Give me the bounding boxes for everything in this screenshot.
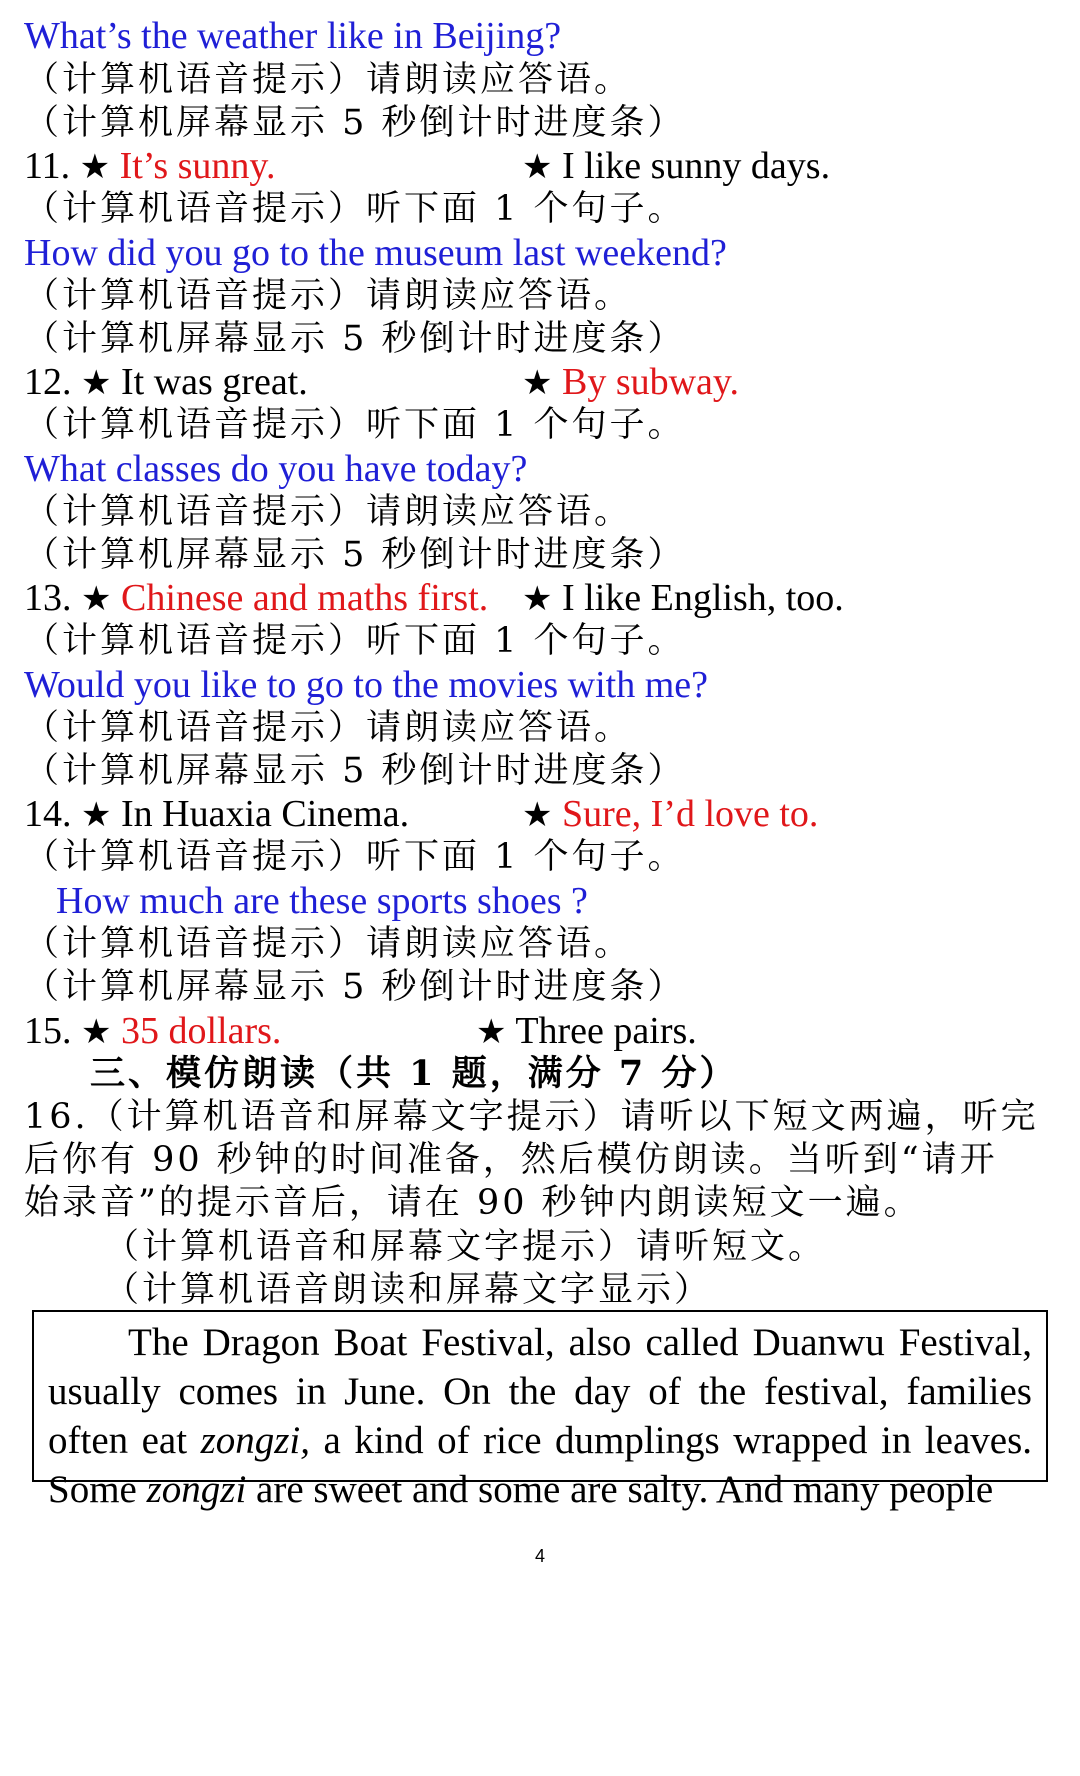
option-a-text: In Huaxia Cinema.: [120, 793, 410, 835]
question-15: How much are these sports shoes ?: [56, 880, 588, 922]
option-b-text: I like English, too.: [561, 577, 844, 619]
option-b-correct: Sure, I’d love to.: [561, 793, 819, 835]
passage-text-2: a kind of rice dumplings wrapped in leaves. Some: [48, 1419, 1033, 1511]
option-a-text: It was great.: [120, 361, 308, 403]
prompt-countdown-13: （计算机屏幕显示 5 秒倒计时进度条）: [24, 535, 686, 575]
q16-prompt-listen: （计算机语音和屏幕文字提示）请听短文。: [104, 1227, 827, 1267]
question-14: Would you like to go to the movies with me?: [24, 664, 709, 706]
options-row-15: [24, 1007, 281, 1056]
options-row-12: [24, 358, 308, 407]
star-icon: ★: [522, 795, 553, 835]
options-row-13: [24, 574, 488, 623]
passage-italic-2: zongzi: [146, 1468, 247, 1511]
option-a-correct: 35 dollars.: [120, 1010, 282, 1052]
passage-text-3: are sweet and some are salty. And many people: [246, 1468, 994, 1511]
option-a-correct: It’s sunny.: [119, 145, 276, 187]
star-icon: ★: [522, 363, 553, 403]
prompt-read-12: （计算机语音提示）请朗读应答语。: [24, 276, 633, 316]
option-b-15: [476, 1007, 697, 1056]
star-icon: ★: [81, 579, 112, 619]
prompt-read-11: （计算机语音提示）请朗读应答语。: [24, 60, 633, 100]
star-icon: ★: [476, 1012, 507, 1052]
prompt-listen-11: （计算机语音提示）听下面 1 个句子。: [24, 189, 686, 229]
prompt-read-15: （计算机语音提示）请朗读应答语。: [24, 924, 633, 964]
option-b-text: Three pairs.: [515, 1010, 697, 1052]
star-icon: ★: [79, 147, 111, 187]
question-number: 14.: [24, 793, 72, 835]
reading-passage: [48, 1318, 1032, 1514]
option-b-11: [522, 142, 830, 191]
star-icon: ★: [81, 795, 112, 835]
prompt-read-14: （计算机语音提示）请朗读应答语。: [24, 708, 633, 748]
option-b-14: [522, 790, 818, 839]
option-b-correct: By subway.: [561, 361, 739, 403]
option-b-13: [522, 574, 844, 623]
prompt-listen-14: （计算机语音提示）听下面 1 个句子。: [24, 837, 686, 877]
option-b-text: I like sunny days.: [561, 145, 831, 187]
question-13: What classes do you have today?: [24, 448, 528, 490]
section-title: 三、模仿朗读（共 1 题，满分 7 分）: [90, 1053, 738, 1094]
star-icon: ★: [81, 1012, 112, 1052]
star-icon: ★: [81, 363, 112, 403]
prompt-countdown-12: （计算机屏幕显示 5 秒倒计时进度条）: [24, 319, 686, 359]
q16-prompt-display: （计算机语音朗读和屏幕文字显示）: [104, 1270, 713, 1310]
option-a-correct: Chinese and maths first.: [120, 577, 489, 619]
question-number: 13.: [24, 577, 72, 619]
question-number: 12.: [24, 361, 72, 403]
reading-passage-box: [32, 1310, 1048, 1511]
question-11: What’s the weather like in Beijing?: [24, 15, 562, 57]
q16-instructions-line2: 后你有 90 秒钟的时间准备，然后模仿朗读。当听到“请开: [24, 1140, 998, 1180]
question-number: 15.: [24, 1010, 72, 1052]
passage-text-1: The Dragon Boat Festival, also called Duanwu Festival, usually comes in June. On the day of the festival, families often eat: [48, 1321, 1032, 1462]
q16-instructions-line3: 始录音”的提示音后，请在 90 秒钟内朗读短文一遍。: [24, 1183, 922, 1223]
question-12: How did you go to the museum last weekend?: [24, 232, 727, 274]
prompt-listen-12: （计算机语音提示）听下面 1 个句子。: [24, 405, 686, 445]
star-icon: ★: [522, 579, 553, 619]
prompt-countdown-15: （计算机屏幕显示 5 秒倒计时进度条）: [24, 967, 686, 1007]
question-number: 11.: [24, 145, 71, 187]
prompt-countdown-11: （计算机屏幕显示 5 秒倒计时进度条）: [24, 103, 686, 143]
options-row-11: [24, 142, 275, 191]
options-row-14: [24, 790, 409, 839]
q16-instructions-line1: 16.（计算机语音和屏幕文字提示）请听以下短文两遍，听完: [24, 1097, 1039, 1137]
prompt-read-13: （计算机语音提示）请朗读应答语。: [24, 492, 633, 532]
page-number: 4: [534, 1546, 545, 1566]
prompt-countdown-14: （计算机屏幕显示 5 秒倒计时进度条）: [24, 751, 686, 791]
prompt-listen-13: （计算机语音提示）听下面 1 个句子。: [24, 621, 686, 661]
option-b-12: [522, 358, 739, 407]
passage-italic-1: zongzi,: [200, 1419, 311, 1462]
star-icon: ★: [522, 147, 553, 187]
